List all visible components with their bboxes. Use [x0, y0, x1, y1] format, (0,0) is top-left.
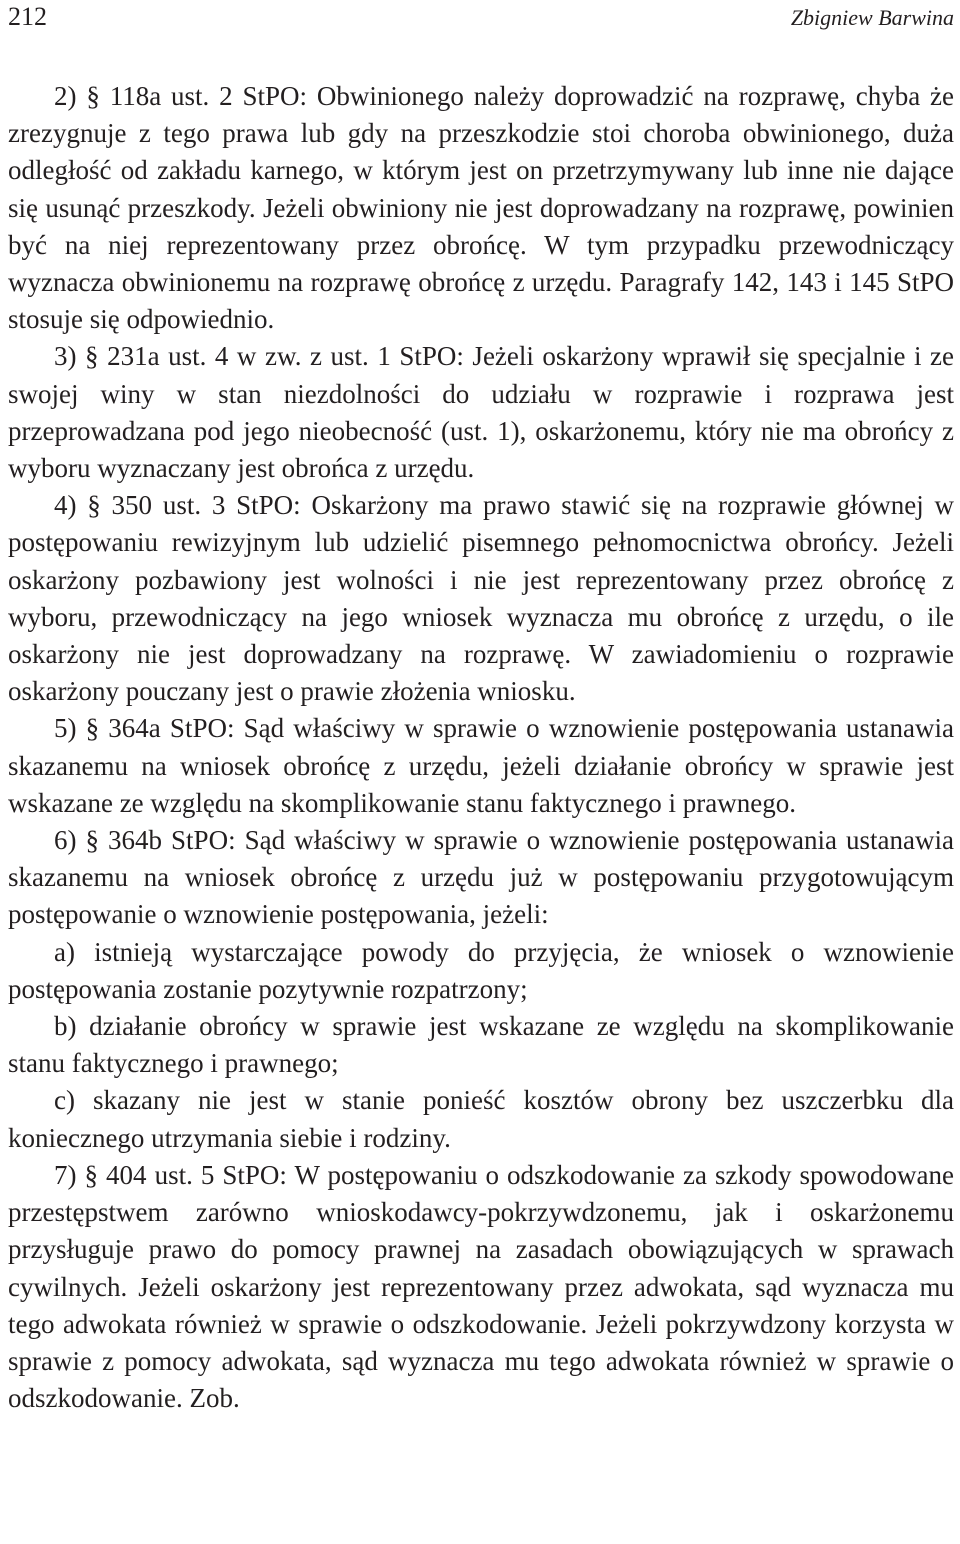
- paragraph-231a: 3) § 231a ust. 4 w zw. z ust. 1 StPO: Jeżeli oskarżony wprawił się specjalnie i ze swojej winy w stan niezdolności do udziału w rozprawie i rozprawa jest przeprowadzana pod jego nieobecność (ust. 1), oskarżonemu, który nie ma obrońcy z wyboru wyznaczany jest obrońca z urzędu.: [8, 341, 954, 484]
- paragraph-364b-b: b) działanie obrońcy w sprawie jest wskazane ze względu na skomplikowanie stanu faktycznego i prawnego;: [8, 1011, 954, 1079]
- running-header: [0, 0, 960, 34]
- paragraph-404: 7) § 404 ust. 5 StPO: W postępowaniu o odszkodowanie za szkody spowodowane przestępstwem zarówno wnioskodawcy-pokrzywdzonemu, jak i oskarżonemu przysługuje prawo do pomocy prawnej na zasadach obowiązujących w sprawach cywilnych. Jeżeli oskarżony jest reprezentowany przez adwokata, sąd wyznacza mu tego adwokata również w sprawie o odszkodowanie. Jeżeli pokrzywdzony korzysta w sprawie z pomocy adwokata, sąd wyznacza mu tego adwokata również w sprawie o odszkodowanie. Zob.: [8, 1159, 954, 1414]
- paragraph-364a: 5) § 364a StPO: Sąd właściwy w sprawie o wznowienie postępowania ustanawia skazanemu na wniosek obrońcę z urzędu, jeżeli działanie obrońcy w sprawie jest wskazane ze względu na skomplikowanie stanu faktycznego i prawnego.: [8, 713, 954, 818]
- paragraph-364b-a: a) istnieją wystarczające powody do przyjęcia, że wniosek o wznowienie postępowania zostanie pozytywnie rozpatrzony;: [8, 936, 954, 1004]
- paragraph-364b-c: c) skazany nie jest w stanie ponieść kosztów obrony bez uszczerbku dla koniecznego utrzymania siebie i rodziny.: [8, 1085, 954, 1153]
- paragraph-350: 4) § 350 ust. 3 StPO: Oskarżony ma prawo stawić się na rozprawie głównej w postępowaniu rewizyjnym lub udzielić pisemnego pełnomocnictwa obrońcy. Jeżeli oskarżony pozbawiony jest wolności i nie jest reprezentowany przez obrońcę z wyboru, przewodniczący na jego wniosek wyznacza mu obrońcę z urzędu, o ile oskarżony nie jest doprowadzany na rozprawę. W zawiadomieniu o rozprawie oskarżony pouczany jest o prawie złożenia wniosku.: [8, 490, 954, 707]
- paragraph-118a: 2) § 118a ust. 2 StPO: Obwinionego należy doprowadzić na rozprawę, chyba że zrezygnuje z tego prawa lub gdy na przeszkodzie stoi choroba obwinionego, duża odległość od zakładu karnego, w którym jest on przetrzymywany lub inne nie dające się usunąć przeszkody. Jeżeli obwiniony nie jest doprowadzany na rozprawę, powinien być na niej reprezentowany przez obrońcę. W tym przypadku przewodniczący wyznacza obwinionemu na rozprawę obrońcę z urzędu. Paragrafy 142, 143 i 145 StPO stosuje się odpowiednio.: [8, 81, 954, 335]
- page-number: 212: [8, 2, 47, 31]
- running-author: Zbigniew Barwina: [790, 5, 954, 30]
- body-text: [8, 78, 954, 1417]
- paragraph-364b: 6) § 364b StPO: Sąd właściwy w sprawie o wznowienie postępowania ustanawia skazanemu na wniosek obrońcę z urzędu już w postępowaniu przygotowującym postępowanie o wznowienie postępowania, jeżeli:: [8, 825, 954, 930]
